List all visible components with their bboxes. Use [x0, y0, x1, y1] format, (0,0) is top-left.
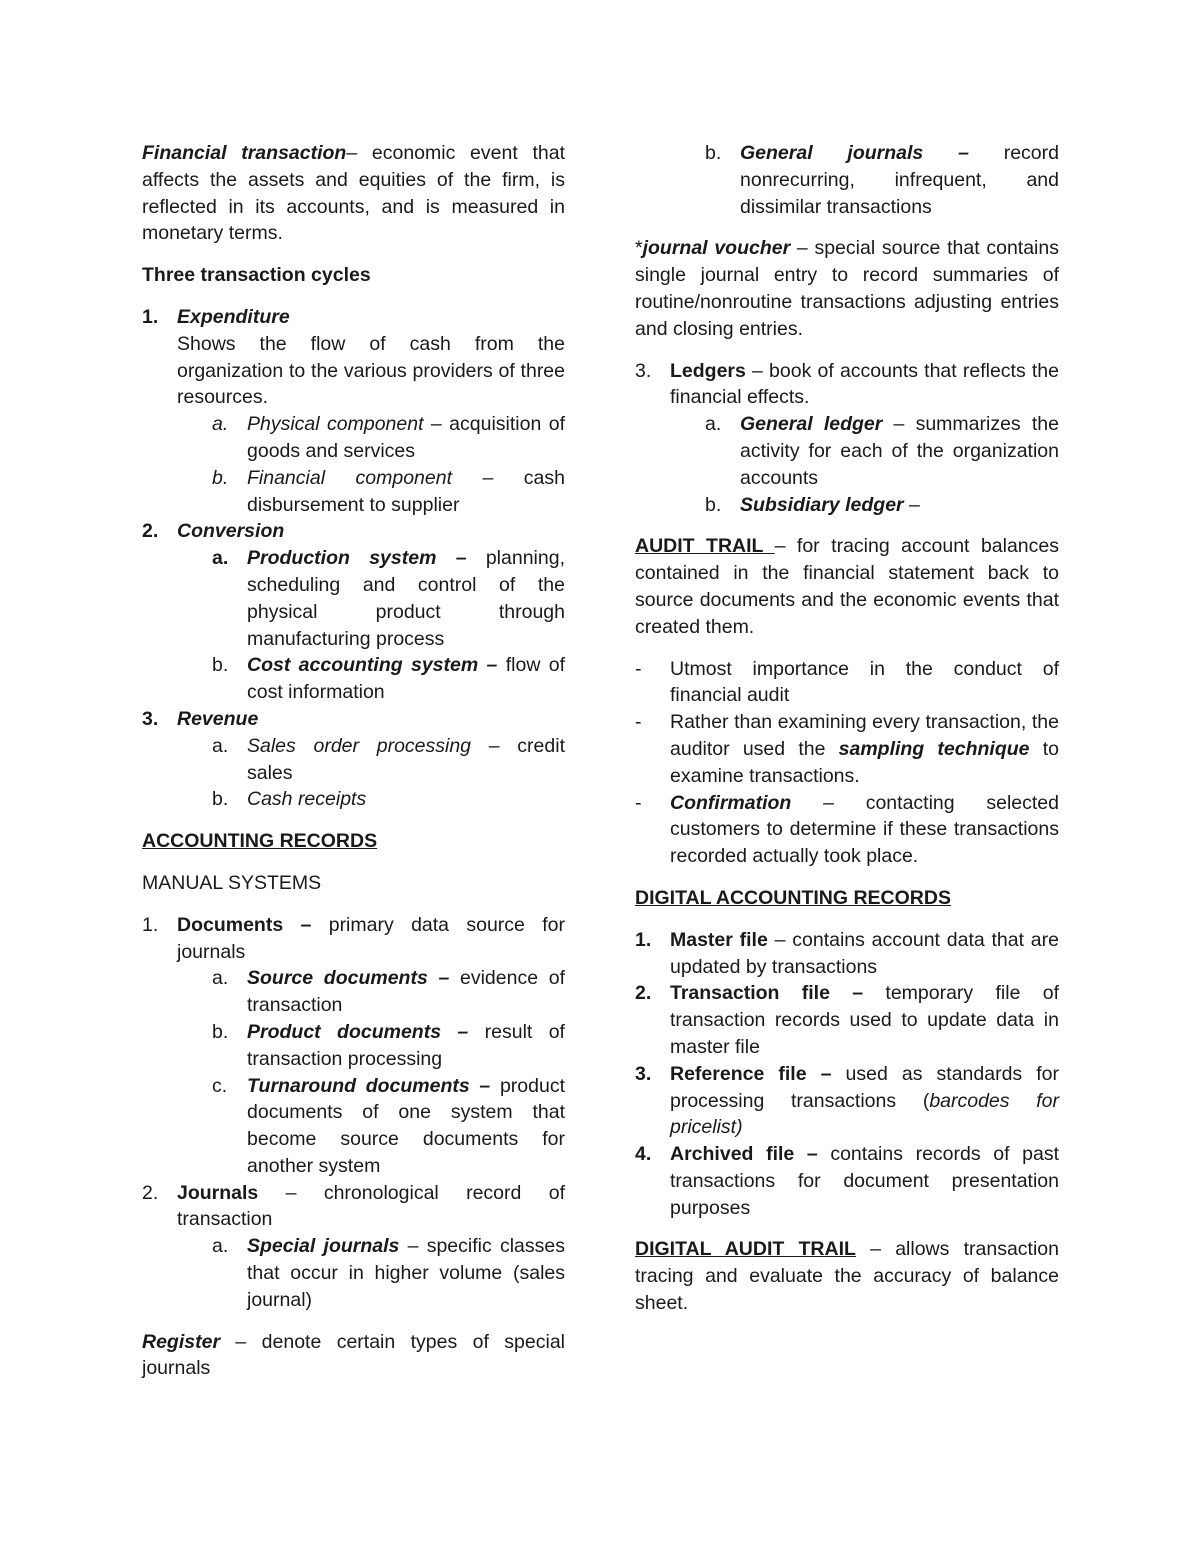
audit-trail-term: AUDIT TRAIL	[635, 535, 775, 558]
item-term: Master file	[670, 928, 768, 951]
cycle-title: Revenue	[177, 707, 259, 730]
subitem-term: Special journals	[247, 1235, 400, 1258]
item-definition: used as standards for processing transactions (	[670, 1062, 1059, 1112]
audit-bullet	[635, 709, 1059, 789]
item-definition: – contains account data that are updated by transactions	[670, 928, 1059, 978]
journal-voucher-paragraph	[635, 235, 1059, 342]
item-term: Ledgers	[670, 359, 746, 382]
cycle-title: Expenditure	[177, 305, 290, 328]
digital-item	[635, 1061, 1059, 1141]
subitem-term: Source documents –	[247, 967, 450, 990]
subitem-letter: b.	[212, 788, 229, 811]
digital-item	[635, 927, 1059, 981]
item-number: 1.	[142, 913, 159, 936]
cycle-item	[142, 706, 565, 733]
cycle-subitem	[142, 652, 565, 706]
digital-audit-trail-paragraph	[635, 1236, 1059, 1316]
financial-transaction-term: Financial transaction	[142, 142, 347, 164]
audit-trail-paragraph	[635, 533, 1059, 640]
left-column	[142, 140, 565, 1382]
cycle-item	[142, 304, 565, 331]
subitem-letter: a.	[705, 413, 722, 436]
subitem-definition: – cash disbursement to supplier	[247, 466, 565, 516]
financial-transaction-paragraph	[142, 140, 565, 247]
subitem-letter: b.	[212, 654, 229, 677]
bullet-text-post: – contacting selected customers to determine if these transactions recorded actually took place.	[670, 791, 1059, 868]
subitem-letter: b.	[705, 493, 722, 516]
item-definition: primary data source for journals	[177, 913, 565, 963]
journals-item	[142, 1180, 565, 1234]
cycle-number: 3.	[142, 707, 159, 730]
digital-audit-trail-definition: – allows transaction tracing and evaluate the accuracy of balance sheet.	[635, 1238, 1059, 1315]
item-term: Transaction file –	[670, 982, 864, 1005]
cycle-subitem	[142, 411, 565, 465]
subitem-definition: –	[903, 493, 920, 516]
subitem-letter: a.	[212, 967, 229, 990]
documents-subitem	[142, 1073, 565, 1180]
subitem-letter: c.	[212, 1074, 228, 1097]
subitem-letter: a.	[212, 547, 229, 570]
audit-bullet	[635, 790, 1059, 870]
cycle-subitem	[142, 733, 565, 787]
ledgers-item	[635, 358, 1059, 412]
subitem-term: Product documents –	[247, 1020, 469, 1043]
register-term: Register	[142, 1330, 221, 1353]
documents-subitem	[142, 1019, 565, 1073]
bullet-text: Utmost importance in the conduct of financial audit	[670, 657, 1059, 707]
subitem-letter: a.	[212, 413, 229, 436]
bullet-text-post: to examine transactions.	[670, 737, 1059, 787]
subitem-definition: – summarizes the activity for each of the organization accounts	[740, 413, 1059, 489]
item-number: 1.	[635, 928, 652, 951]
bullet-dash: -	[635, 657, 642, 680]
item-term: Archived file –	[670, 1143, 818, 1166]
subitem-term: Sales order processing	[247, 734, 472, 757]
item-definition: contains records of past transactions for document presentation purposes	[670, 1143, 1059, 1219]
subitem-definition: – specific classes that occur in higher volume (sales journal)	[247, 1235, 565, 1311]
subitem-definition: – credit sales	[247, 734, 565, 784]
bullet-dash: -	[635, 791, 642, 814]
bullet-text: Rather than examining every transaction, the auditor used the	[670, 711, 1059, 760]
subitem-term: Subsidiary ledger	[740, 493, 904, 516]
item-term: Reference file –	[670, 1062, 832, 1085]
bullet-term: sampling technique	[838, 737, 1030, 760]
cycle-title: Conversion	[177, 520, 285, 543]
ledgers-subitem	[635, 411, 1059, 491]
subitem-letter: b.	[705, 142, 722, 164]
cycle-subitem	[142, 786, 565, 813]
item-number: 4.	[635, 1143, 652, 1166]
subitem-term: Turnaround documents –	[247, 1074, 491, 1097]
right-column	[635, 140, 1059, 1317]
subitem-definition: – acquisition of goods and services	[247, 413, 565, 462]
item-number: 3.	[635, 1062, 652, 1085]
item-example: barcodes for pricelist)	[670, 1089, 1059, 1139]
subitem-letter: a.	[212, 1235, 229, 1258]
subitem-letter: b.	[212, 1020, 229, 1043]
subitem-definition: evidence of transaction	[247, 967, 565, 1017]
item-term: Journals	[177, 1181, 259, 1204]
journals-subitem	[142, 1233, 565, 1313]
cycle-item	[142, 518, 565, 545]
documents-subitem	[142, 965, 565, 1019]
cycle-subitem	[142, 465, 565, 519]
voucher-term: journal voucher	[642, 237, 791, 260]
subitem-term: Production system –	[247, 547, 467, 570]
audit-trail-definition: – for tracing account balances contained in the financial statement back to source documents and the economic events that created them.	[635, 535, 1059, 638]
item-number: 2.	[635, 982, 652, 1005]
subitem-definition: result of transaction processing	[247, 1020, 565, 1070]
cycle-number: 1.	[142, 305, 159, 328]
ledgers-subitem	[635, 492, 1059, 519]
item-definition: – book of accounts that reflects the financial effects.	[670, 359, 1059, 409]
cycle-description: Shows the flow of cash from the organization to the various providers of three resources.	[177, 332, 565, 409]
subitem-letter: b.	[212, 466, 229, 489]
item-definition: temporary file of transaction records used to update data in master file	[670, 982, 1059, 1058]
cycles-heading: Three transaction cycles	[142, 264, 371, 287]
voucher-definition: – special source that contains single journal entry to record summaries of routine/nonroutine transactions adjusting entries and closing entries.	[635, 237, 1059, 340]
accounting-records-heading: ACCOUNTING RECORDS	[142, 830, 378, 853]
subitem-term: General journals –	[740, 142, 969, 164]
subitem-letter: a.	[212, 734, 229, 757]
subitem-definition: product documents of one system that become source documents for another system	[247, 1074, 565, 1177]
voucher-prefix: *	[635, 237, 643, 260]
cycle-subitem	[142, 545, 565, 652]
item-term: Documents –	[177, 913, 312, 936]
digital-audit-trail-term: DIGITAL AUDIT TRAIL	[635, 1238, 856, 1261]
digital-item	[635, 1141, 1059, 1221]
subitem-term: Physical component	[247, 413, 424, 436]
cycle-number: 2.	[142, 520, 159, 543]
documents-item	[142, 912, 565, 966]
subitem-term: Cost accounting system –	[247, 654, 498, 677]
subitem-term: Cash receipts	[247, 788, 367, 811]
digital-item	[635, 980, 1059, 1060]
item-definition: – chronological record of transaction	[177, 1181, 565, 1231]
register-paragraph	[142, 1329, 565, 1383]
item-number: 3.	[635, 359, 652, 382]
audit-bullet	[635, 656, 1059, 710]
subitem-term: Financial component	[247, 466, 452, 489]
item-number: 2.	[142, 1181, 159, 1204]
subitem-term: General ledger	[740, 413, 883, 436]
bullet-term: Confirmation	[670, 791, 792, 814]
financial-transaction-definition: – economic event that affects the assets and equities of the firm, is reflected in its accounts, and is measured in monetary terms.	[142, 142, 565, 245]
subitem-definition: planning, scheduling and control of the physical product through manufacturing process	[247, 547, 565, 650]
subitem-definition: flow of cost information	[247, 654, 565, 704]
bullet-dash: -	[635, 711, 642, 734]
general-journals-subitem	[635, 140, 1059, 220]
register-definition: – denote certain types of special journals	[142, 1330, 565, 1380]
subitem-definition: record nonrecurring, infrequent, and dissimilar transactions	[740, 142, 1059, 218]
digital-accounting-heading: DIGITAL ACCOUNTING RECORDS	[635, 886, 951, 909]
manual-systems-heading: MANUAL SYSTEMS	[142, 871, 322, 894]
